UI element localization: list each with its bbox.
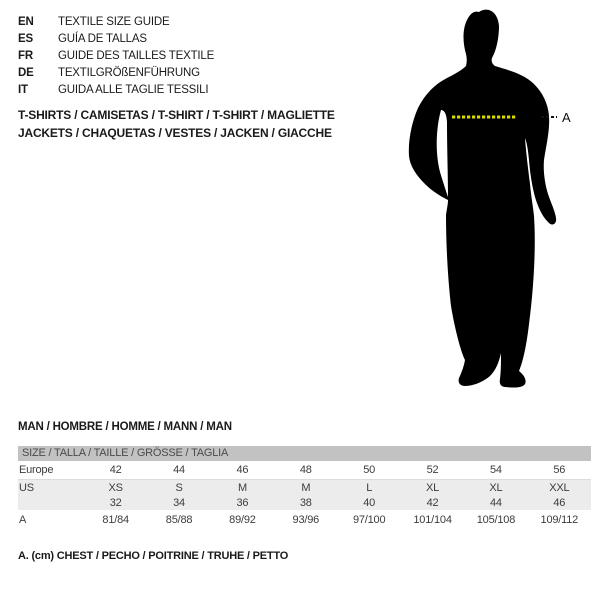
language-code: ES (18, 33, 33, 45)
row-label: US (19, 481, 34, 494)
table-cell: 48 (299, 464, 312, 476)
table-cell: 42 (426, 496, 439, 509)
language-label: GUIDE DES TAILLES TEXTILE (58, 50, 215, 62)
table-cell: S (175, 481, 183, 494)
row-label: Europe (19, 464, 54, 476)
table-cell: 46 (553, 496, 566, 509)
language-row-it (18, 82, 214, 99)
category-tshirts: T-SHIRTS / CAMISETAS / T-SHIRT / T-SHIRT / MAGLIETTE (18, 108, 335, 122)
table-cell: 97/100 (352, 513, 386, 526)
language-code: IT (18, 84, 28, 96)
table-cell: XL (426, 481, 440, 494)
language-label: TEXTILE SIZE GUIDE (58, 16, 170, 28)
language-label: GUIDA ALLE TAGLIE TESSILI (58, 84, 209, 96)
table-cell: M (301, 481, 311, 494)
table-cell: XL (489, 481, 503, 494)
size-table-header: SIZE / TALLA / TAILLE / GRÖSSE / TAGLIA (18, 446, 591, 461)
size-table (18, 446, 591, 529)
table-cell: 44 (490, 496, 502, 509)
language-row-es (18, 31, 214, 48)
chest-marker-label: A (562, 110, 571, 125)
table-row-chest-cm (18, 510, 591, 529)
man-silhouette-figure (395, 0, 600, 420)
section-title-man: MAN / HOMBRE / HOMME / MANN / MAN (18, 421, 232, 433)
language-code: EN (18, 16, 34, 28)
table-cell: L (366, 481, 373, 494)
table-cell: 109/112 (540, 513, 579, 526)
table-row-europe (18, 461, 591, 480)
table-row-us (18, 480, 591, 495)
language-code: FR (18, 50, 33, 62)
table-cell: 105/108 (476, 513, 516, 526)
row-label: A (19, 513, 27, 526)
language-code: DE (18, 67, 34, 79)
measurement-footnote: A. (cm) CHEST / PECHO / POITRINE / TRUHE / PETTO (18, 550, 289, 562)
language-row-de (18, 65, 214, 82)
table-cell: 36 (236, 496, 249, 509)
table-cell: M (237, 481, 247, 494)
table-cell: 89/92 (229, 513, 256, 526)
table-cell: 46 (236, 464, 249, 476)
table-cell: 50 (363, 464, 376, 476)
table-cell: 40 (363, 496, 376, 509)
table-cell: XS (108, 481, 123, 494)
man-silhouette (409, 10, 556, 388)
language-label: TEXTILGRÖßENFÜHRUNG (58, 67, 200, 79)
garment-categories (18, 106, 335, 142)
category-jackets: JACKETS / CHAQUETAS / VESTES / JACKEN / GIACCHE (18, 126, 332, 140)
table-cell: 38 (299, 496, 312, 509)
table-cell: 81/84 (102, 513, 129, 526)
table-row-alt-size (18, 495, 591, 510)
table-cell: 101/104 (413, 513, 452, 526)
table-cell: 34 (173, 496, 185, 509)
table-cell: 56 (553, 464, 566, 476)
table-cell: XXL (549, 481, 570, 494)
table-cell: 42 (109, 464, 122, 476)
table-cell: 93/96 (292, 513, 320, 526)
language-list (18, 14, 214, 99)
table-cell: 32 (109, 496, 122, 509)
language-row-en (18, 14, 214, 31)
table-cell: 52 (426, 464, 439, 476)
language-label: GUÍA DE TALLAS (58, 33, 147, 45)
table-cell: 54 (490, 464, 502, 476)
table-cell: 44 (173, 464, 185, 476)
language-row-fr (18, 48, 214, 65)
table-cell: 85/88 (165, 513, 193, 526)
